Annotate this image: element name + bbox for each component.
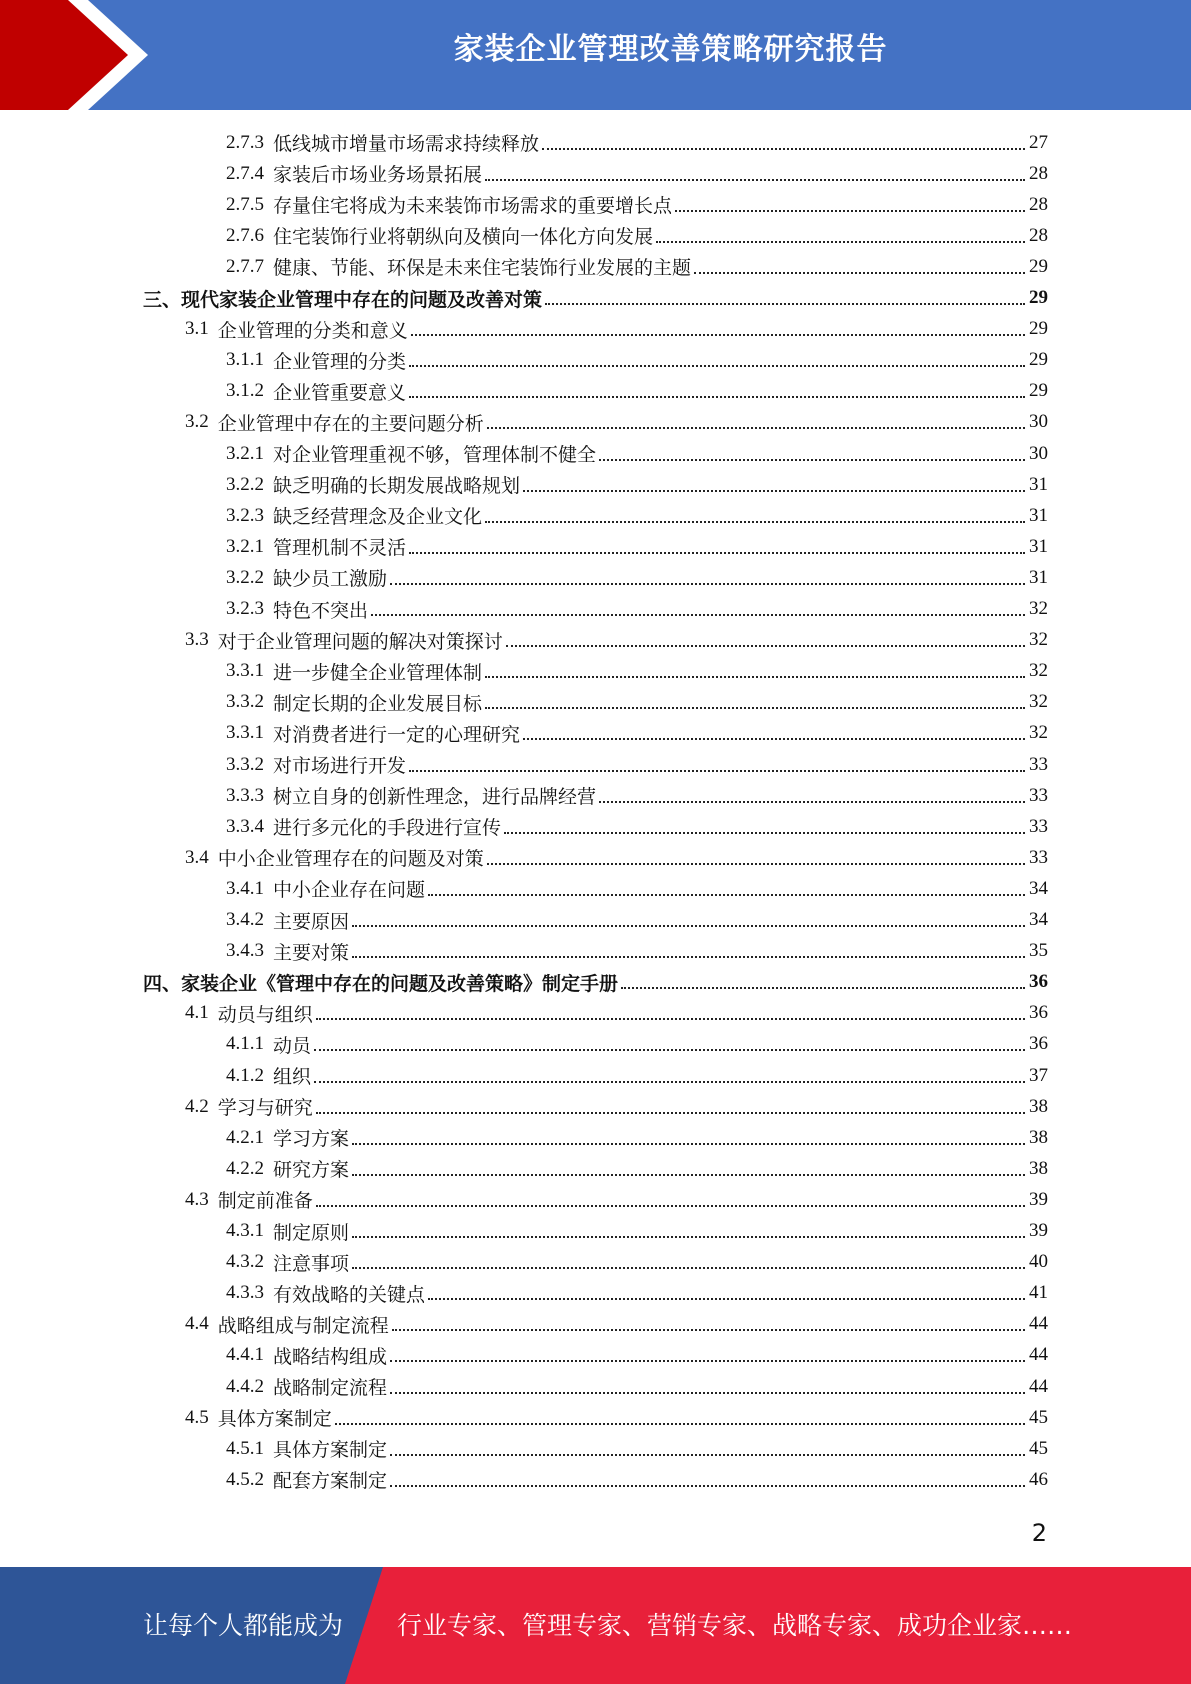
toc-entry-title: 组织 bbox=[273, 1067, 312, 1088]
toc-dot-leader bbox=[621, 987, 1025, 989]
toc-entry-title: 有效战略的关键点 bbox=[273, 1284, 426, 1306]
toc-entry[interactable] bbox=[185, 407, 1048, 438]
toc-entry-number: 3.4.3 bbox=[226, 940, 264, 962]
toc-entry[interactable] bbox=[226, 1247, 1048, 1278]
toc-entry-title: 特色不突出 bbox=[273, 600, 369, 622]
toc-entry-page: 29 bbox=[1029, 287, 1048, 308]
toc-entry-page: 36 bbox=[1029, 1033, 1048, 1055]
toc-entry-page: 32 bbox=[1029, 598, 1048, 619]
toc-dot-leader bbox=[656, 241, 1025, 243]
toc-entry-title: 学习方案 bbox=[273, 1129, 350, 1151]
toc-dot-leader bbox=[523, 490, 1025, 492]
toc-entry-number: 3.3.2 bbox=[226, 691, 264, 713]
toc-entry[interactable] bbox=[226, 1340, 1048, 1371]
toc-entry[interactable] bbox=[226, 345, 1048, 376]
toc-entry-page: 28 bbox=[1029, 193, 1048, 215]
toc-dot-leader bbox=[316, 1205, 1025, 1207]
toc-entry[interactable] bbox=[226, 1371, 1048, 1402]
toc-entry-title: 战略组成与制定流程 bbox=[217, 1315, 389, 1337]
footer-slogan-left: 让每个人都能成为 bbox=[143, 1611, 344, 1640]
toc-entry-number: 4.2.2 bbox=[226, 1157, 264, 1179]
toc-entry-number: 3.1.1 bbox=[226, 349, 264, 371]
toc-entry[interactable] bbox=[143, 283, 1048, 314]
toc-entry-page: 34 bbox=[1029, 909, 1048, 930]
toc-entry[interactable] bbox=[226, 251, 1048, 282]
toc-entry-title: 对于企业管理问题的解决对策探讨 bbox=[217, 631, 503, 653]
toc-entry-page: 33 bbox=[1029, 846, 1048, 868]
toc-entry[interactable] bbox=[226, 1433, 1048, 1464]
document-title: 家装企业管理改善策略研究报告 bbox=[453, 32, 888, 67]
toc-entry-title: 注意事项 bbox=[273, 1253, 350, 1275]
toc-entry-number: 2.7.3 bbox=[226, 131, 264, 153]
toc-entry-page: 32 bbox=[1029, 722, 1048, 744]
toc-entry[interactable] bbox=[226, 594, 1048, 625]
toc-entry-page: 44 bbox=[1029, 1313, 1048, 1335]
toc-entry-title: 学习与研究 bbox=[217, 1098, 313, 1120]
toc-dot-leader bbox=[409, 552, 1025, 554]
toc-entry[interactable] bbox=[226, 718, 1048, 749]
toc-entry-page: 33 bbox=[1029, 784, 1048, 806]
toc-entry[interactable] bbox=[185, 314, 1048, 345]
toc-entry-number: 4.3.2 bbox=[226, 1251, 264, 1273]
toc-entry-number: 2.7.7 bbox=[226, 255, 264, 277]
toc-entry-page: 30 bbox=[1029, 411, 1048, 433]
toc-entry-title: 制定原则 bbox=[273, 1222, 350, 1244]
toc-dot-leader bbox=[523, 738, 1025, 740]
toc-entry[interactable] bbox=[226, 905, 1048, 936]
toc-entry-title: 企业管理中存在的主要问题分析 bbox=[217, 413, 484, 435]
toc-dot-leader bbox=[392, 1329, 1025, 1331]
toc-entry-number: 3.1 bbox=[185, 318, 209, 340]
toc-entry-number: 4.3 bbox=[185, 1188, 209, 1210]
toc-entry[interactable] bbox=[226, 873, 1048, 904]
toc-entry[interactable] bbox=[226, 469, 1048, 500]
toc-entry[interactable] bbox=[185, 625, 1048, 656]
toc-entry[interactable] bbox=[143, 967, 1048, 998]
toc-entry-title: 对企业管理重视不够，管理体制不健全 bbox=[273, 445, 597, 466]
toc-entry-title: 低线城市增量市场需求持续释放 bbox=[273, 134, 540, 155]
arrow-decoration-icon bbox=[0, 0, 160, 110]
toc-entry-page: 27 bbox=[1029, 131, 1048, 153]
toc-entry[interactable] bbox=[185, 1402, 1048, 1433]
toc-entry-title: 对市场进行开发 bbox=[273, 756, 407, 777]
toc-entry-page: 39 bbox=[1029, 1220, 1048, 1241]
toc-entry[interactable] bbox=[226, 1278, 1048, 1309]
toc-entry-number: 3.3.4 bbox=[226, 815, 264, 837]
toc-entry-title: 中小企业存在问题 bbox=[273, 880, 426, 902]
toc-entry-page: 29 bbox=[1029, 318, 1048, 340]
toc-entry-title: 具体方案制定 bbox=[217, 1409, 332, 1431]
toc-entry[interactable] bbox=[226, 1060, 1048, 1091]
toc-dot-leader bbox=[675, 210, 1025, 212]
toc-entry-page: 30 bbox=[1029, 442, 1048, 464]
toc-entry-title: 四、家装企业《管理中存在的问题及改善策略》制定手册 bbox=[143, 973, 619, 995]
toc-dot-leader bbox=[352, 925, 1025, 927]
toc-dot-leader bbox=[485, 707, 1025, 709]
toc-dot-leader bbox=[409, 396, 1025, 398]
toc-entry-page: 32 bbox=[1029, 691, 1048, 713]
toc-entry[interactable] bbox=[185, 1184, 1048, 1215]
toc-entry-page: 41 bbox=[1029, 1282, 1048, 1304]
toc-dot-leader bbox=[316, 1112, 1025, 1114]
toc-entry[interactable] bbox=[226, 749, 1048, 780]
toc-entry-title: 企业管理的分类 bbox=[273, 351, 407, 373]
toc-entry-title: 研究方案 bbox=[273, 1160, 350, 1182]
toc-entry-number: 3.2 bbox=[185, 411, 209, 433]
toc-dot-leader bbox=[485, 676, 1025, 678]
toc-entry-title: 制定长期的企业发展目标 bbox=[273, 693, 483, 715]
toc-entry-page: 44 bbox=[1029, 1375, 1048, 1397]
toc-entry-page: 28 bbox=[1029, 224, 1048, 246]
toc-entry[interactable] bbox=[226, 687, 1048, 718]
toc-dot-leader bbox=[504, 832, 1025, 834]
toc-entry[interactable] bbox=[226, 531, 1048, 562]
toc-entry-page: 38 bbox=[1029, 1126, 1048, 1148]
toc-entry[interactable] bbox=[226, 811, 1048, 842]
toc-entry-number: 3.3 bbox=[185, 629, 209, 651]
toc-dot-leader bbox=[485, 179, 1025, 181]
toc-entry[interactable] bbox=[226, 189, 1048, 220]
toc-dot-leader bbox=[314, 1081, 1025, 1083]
toc-entry[interactable] bbox=[226, 780, 1048, 811]
toc-entry-number: 3.3.3 bbox=[226, 784, 264, 806]
toc-entry-number: 2.7.5 bbox=[226, 193, 264, 215]
toc-entry-number: 3.3.2 bbox=[226, 753, 264, 775]
toc-entry-number: 4.1.2 bbox=[226, 1064, 264, 1086]
toc-dot-leader bbox=[428, 894, 1025, 896]
toc-entry-page: 33 bbox=[1029, 753, 1048, 775]
toc-dot-leader bbox=[487, 863, 1025, 865]
toc-dot-leader bbox=[599, 801, 1025, 803]
toc-entry-number: 3.2.1 bbox=[226, 442, 264, 464]
toc-entry-title: 主要原因 bbox=[273, 911, 350, 933]
toc-entry-number: 4.4.2 bbox=[226, 1375, 264, 1397]
toc-dot-leader bbox=[390, 1485, 1025, 1487]
toc-dot-leader bbox=[352, 1236, 1025, 1238]
toc-entry-page: 29 bbox=[1029, 255, 1048, 277]
toc-dot-leader bbox=[352, 1267, 1025, 1269]
toc-entry-title: 企业管重要意义 bbox=[273, 382, 407, 404]
toc-entry-number: 3.2.3 bbox=[226, 504, 264, 526]
toc-entry-page: 31 bbox=[1029, 504, 1048, 526]
toc-entry[interactable] bbox=[185, 1309, 1048, 1340]
toc-entry-title: 健康、节能、环保是未来住宅装饰行业发展的主题 bbox=[273, 258, 692, 280]
toc-entry-page: 29 bbox=[1029, 380, 1048, 402]
toc-entry[interactable] bbox=[185, 1091, 1048, 1122]
toc-entry-title: 缺乏明确的长期发展战略规划 bbox=[273, 476, 521, 498]
toc-entry[interactable] bbox=[226, 936, 1048, 967]
toc-entry[interactable] bbox=[226, 1153, 1048, 1184]
toc-entry-number: 3.4 bbox=[185, 846, 209, 868]
toc-entry-page: 31 bbox=[1029, 535, 1048, 557]
toc-entry-page: 28 bbox=[1029, 162, 1048, 184]
toc-entry-page: 33 bbox=[1029, 815, 1048, 837]
toc-entry-title: 家装后市场业务场景拓展 bbox=[273, 165, 483, 187]
toc-dot-leader bbox=[599, 459, 1025, 461]
toc-entry-number: 3.2.2 bbox=[226, 473, 264, 495]
toc-dot-leader bbox=[428, 1298, 1025, 1300]
toc-dot-leader bbox=[485, 521, 1025, 523]
toc-entry[interactable] bbox=[226, 438, 1048, 469]
toc-entry-page: 36 bbox=[1029, 1002, 1048, 1024]
toc-entry-number: 4.3.3 bbox=[226, 1282, 264, 1304]
toc-entry-page: 39 bbox=[1029, 1188, 1048, 1210]
toc-entry-page: 38 bbox=[1029, 1157, 1048, 1179]
toc-entry-page: 45 bbox=[1029, 1437, 1048, 1459]
toc-entry-title: 战略制定流程 bbox=[273, 1378, 388, 1399]
toc-entry-page: 37 bbox=[1029, 1064, 1048, 1086]
page-header bbox=[0, 0, 1191, 110]
toc-entry-number: 3.2.2 bbox=[226, 566, 264, 588]
toc-entry-title: 具体方案制定 bbox=[273, 1440, 388, 1462]
toc-entry-number: 4.5.1 bbox=[226, 1437, 264, 1459]
toc-dot-leader bbox=[390, 1360, 1025, 1362]
toc-dot-leader bbox=[390, 1392, 1025, 1394]
toc-dot-leader bbox=[352, 1143, 1025, 1145]
toc-dot-leader bbox=[390, 1454, 1025, 1456]
toc-entry-title: 缺少员工激励 bbox=[273, 569, 388, 591]
toc-dot-leader bbox=[352, 1174, 1025, 1176]
toc-entry-page: 32 bbox=[1029, 629, 1048, 651]
toc-entry[interactable] bbox=[226, 1216, 1048, 1247]
toc-entry-page: 46 bbox=[1029, 1468, 1048, 1490]
toc-dot-leader bbox=[371, 614, 1025, 616]
toc-dot-leader bbox=[352, 956, 1025, 958]
toc-entry[interactable] bbox=[226, 376, 1048, 407]
toc-entry-title: 存量住宅将成为未来装饰市场需求的重要增长点 bbox=[273, 196, 673, 218]
toc-entry-title: 三、现代家装企业管理中存在的问题及改善对策 bbox=[143, 289, 543, 311]
toc-entry-page: 31 bbox=[1029, 566, 1048, 588]
toc-entry-number: 2.7.6 bbox=[226, 224, 264, 246]
toc-entry-number: 3.1.2 bbox=[226, 380, 264, 402]
toc-entry[interactable] bbox=[226, 1464, 1048, 1495]
toc-entry-number: 4.5 bbox=[185, 1406, 209, 1428]
footer-slogan-right: 行业专家、管理专家、营销专家、战略专家、成功企业家…… bbox=[397, 1611, 1073, 1640]
toc-dot-leader bbox=[506, 645, 1025, 647]
toc-entry-page: 29 bbox=[1029, 349, 1048, 371]
toc-dot-leader bbox=[487, 427, 1025, 429]
toc-entry-number: 4.2.1 bbox=[226, 1126, 264, 1148]
toc-dot-leader bbox=[390, 583, 1025, 585]
toc-entry[interactable] bbox=[226, 562, 1048, 593]
toc-entry[interactable] bbox=[185, 842, 1048, 873]
toc-dot-leader bbox=[409, 365, 1025, 367]
toc-dot-leader bbox=[694, 272, 1025, 274]
toc-entry-number: 4.4 bbox=[185, 1313, 209, 1335]
toc-entry-title: 配套方案制定 bbox=[273, 1471, 388, 1493]
toc-entry-title: 进一步健全企业管理体制 bbox=[273, 662, 483, 684]
page-number: 2 bbox=[1031, 1519, 1047, 1547]
toc-entry-number: 4.3.1 bbox=[226, 1220, 264, 1241]
toc-entry-number: 3.4.1 bbox=[226, 877, 264, 899]
toc-entry-page: 40 bbox=[1029, 1251, 1048, 1273]
toc-entry-number: 3.4.2 bbox=[226, 909, 264, 930]
toc-entry-number: 3.2.1 bbox=[226, 535, 264, 557]
toc-entry[interactable] bbox=[226, 1029, 1048, 1060]
page-footer bbox=[0, 1567, 1191, 1684]
toc-entry-number: 4.1 bbox=[185, 1002, 209, 1024]
toc-entry[interactable] bbox=[226, 656, 1048, 687]
toc-entry-title: 主要对策 bbox=[273, 942, 350, 964]
toc-entry-page: 44 bbox=[1029, 1344, 1048, 1366]
toc-entry[interactable] bbox=[226, 1122, 1048, 1153]
toc-entry-page: 32 bbox=[1029, 660, 1048, 682]
toc-entry-title: 动员 bbox=[273, 1035, 312, 1057]
toc-entry-page: 31 bbox=[1029, 473, 1048, 495]
toc-dot-leader bbox=[316, 1018, 1025, 1020]
toc-entry-title: 对消费者进行一定的心理研究 bbox=[273, 724, 521, 746]
toc-entry-number: 2.7.4 bbox=[226, 162, 264, 184]
toc-entry-title: 进行多元化的手段进行宣传 bbox=[273, 818, 502, 840]
toc-entry-title: 住宅装饰行业将朝纵向及横向一体化方向发展 bbox=[273, 227, 654, 249]
toc-dot-leader bbox=[335, 1423, 1025, 1425]
toc-dot-leader bbox=[542, 148, 1025, 150]
toc-entry[interactable] bbox=[226, 220, 1048, 251]
toc-entry-title: 树立自身的创新性理念，进行品牌经营 bbox=[273, 787, 597, 809]
toc-entry-title: 企业管理的分类和意义 bbox=[217, 320, 408, 342]
toc-entry-title: 缺乏经营理念及企业文化 bbox=[273, 507, 483, 529]
toc-dot-leader bbox=[409, 770, 1025, 772]
toc-entry[interactable] bbox=[226, 500, 1048, 531]
toc-entry-page: 38 bbox=[1029, 1095, 1048, 1117]
toc-entry-number: 4.5.2 bbox=[226, 1468, 264, 1490]
toc-dot-leader bbox=[411, 334, 1025, 336]
toc-entry-number: 3.3.1 bbox=[226, 660, 264, 682]
toc-dot-leader bbox=[314, 1049, 1025, 1051]
toc-entry-title: 动员与组织 bbox=[217, 1004, 313, 1026]
toc-entry[interactable] bbox=[185, 998, 1048, 1029]
toc-dot-leader bbox=[545, 303, 1025, 305]
toc-entry-page: 36 bbox=[1029, 971, 1048, 993]
toc-entry-page: 45 bbox=[1029, 1406, 1048, 1428]
toc-entry-title: 管理机制不灵活 bbox=[273, 538, 407, 560]
toc-entry[interactable] bbox=[226, 158, 1048, 189]
toc-entry-number: 4.1.1 bbox=[226, 1033, 264, 1055]
toc-entry-number: 4.4.1 bbox=[226, 1344, 264, 1366]
toc-entry-title: 制定前准备 bbox=[217, 1191, 313, 1213]
toc-entry-title: 中小企业管理存在的问题及对策 bbox=[217, 849, 484, 871]
toc-entry-number: 3.2.3 bbox=[226, 598, 264, 619]
toc-entry-page: 35 bbox=[1029, 940, 1048, 962]
toc-entry[interactable] bbox=[226, 127, 1048, 158]
toc-entry-title: 战略结构组成 bbox=[273, 1346, 388, 1368]
toc-entry-number: 3.3.1 bbox=[226, 722, 264, 744]
toc-entry-page: 34 bbox=[1029, 877, 1048, 899]
toc-entry-number: 4.2 bbox=[185, 1095, 209, 1117]
